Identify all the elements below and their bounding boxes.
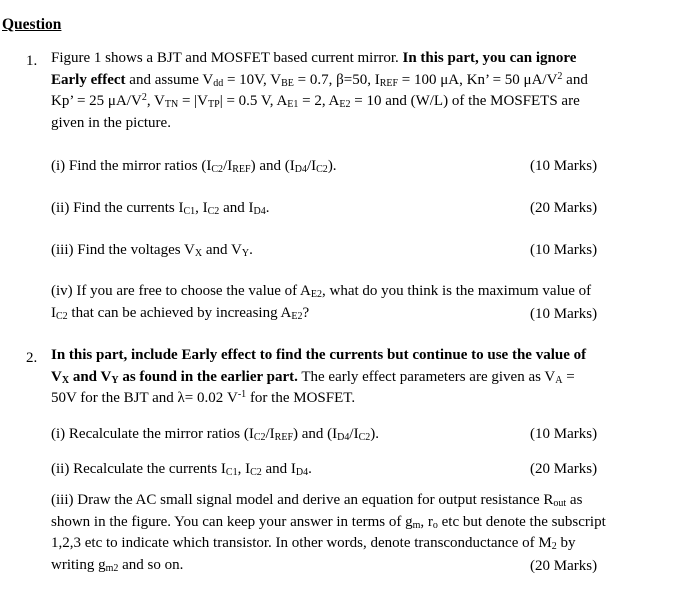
q2-part-iii-line-3: 1,2,3 etc to indicate which transistor. In other words, denote transconductance of $M_2$ by	[51, 535, 576, 552]
q1-part-iv	[51, 281, 591, 324]
q1-number: 1.	[26, 53, 38, 69]
q2-number: 2.	[26, 350, 38, 366]
q1-part-i-marks: (10 Marks)	[530, 158, 598, 174]
q1-part-ii: (ii) Find the currents $I_{C1}$, $I_{C2}$ and $I_{D4}$.	[51, 200, 270, 217]
q1-part-iv-line-2: $I_{C2}$ that can be achieved by increasing $A_{E2}$?	[51, 304, 310, 322]
q1-line-2: Early effect and assume $V_{dd} = 10V$, $V_{BE} = 0.7$, β=50, $I_{REF} = 100$ μA, Kn’ = 50 $\mu A/V^2$ and	[51, 70, 588, 89]
q1-line-4: given in the picture.	[51, 114, 171, 131]
q1-part-i: (i) Find the mirror ratios $(I_{C2}/I_{REF})$ and $(I_{D4}/I_{C2})$.	[51, 158, 337, 175]
q2-line-1: In this part, include Early effect to find the currents but continue to use the value of	[51, 347, 587, 363]
q2-part-iii	[51, 490, 606, 576]
page-heading: Question	[2, 16, 62, 33]
q1-part-iv-marks: (10 Marks)	[530, 306, 598, 322]
q2-statement	[51, 345, 586, 410]
q2-part-i: (i) Recalculate the mirror ratios $(I_{C2}/I_{REF})$ and $(I_{D4}/I_{C2})$.	[51, 426, 379, 443]
q1-part-iii-marks: (10 Marks)	[530, 242, 598, 258]
q1-line-1: Figure 1 shows a BJT and MOSFET based current mirror. In this part, you can ignore	[51, 50, 577, 66]
q1-part-ii-marks: (20 Marks)	[530, 200, 598, 216]
q2-part-ii: (ii) Recalculate the currents $I_{C1}$, $I_{C2}$ and $I_{D4}$.	[51, 461, 312, 478]
q1-statement	[51, 48, 588, 134]
q2-part-iii-line-1: (iii) Draw the AC small signal model and derive an equation for output resistance $R_{out}$ as	[51, 492, 583, 509]
q2-part-ii-marks: (20 Marks)	[530, 461, 598, 477]
q1-line-3: Kp’ = 25 $\mu A/V^2$, $V_{TN} = |V_{TP}| = 0.5$ V, $A_{E1} = 2$, $A_{E2} = 10$ and (W/L) of the MOSFETS are	[51, 92, 580, 110]
q2-line-2: $V_X$ and $V_Y$ as found in the earlier part. The early effect parameters are given as $V_A$ =	[51, 368, 575, 386]
q2-part-i-marks: (10 Marks)	[530, 426, 598, 442]
q2-line-3: 50V for the BJT and λ= 0.02 $V^{-1}$ for the MOSFET.	[51, 389, 356, 406]
q1-part-iii: (iii) Find the voltages $V_X$ and $V_Y$.	[51, 242, 253, 259]
q2-part-iii-line-2: shown in the figure. You can keep your answer in terms of $g_m$, $r_o$ etc but denote the subscript	[51, 513, 606, 531]
q2-part-iii-line-4: writing $g_{m2}$ and so on.	[51, 556, 184, 574]
q1-part-iv-line-1: (iv) If you are free to choose the value of $A_{E2}$, what do you think is the maximum value of	[51, 283, 592, 300]
q2-part-iii-marks: (20 Marks)	[530, 558, 598, 574]
